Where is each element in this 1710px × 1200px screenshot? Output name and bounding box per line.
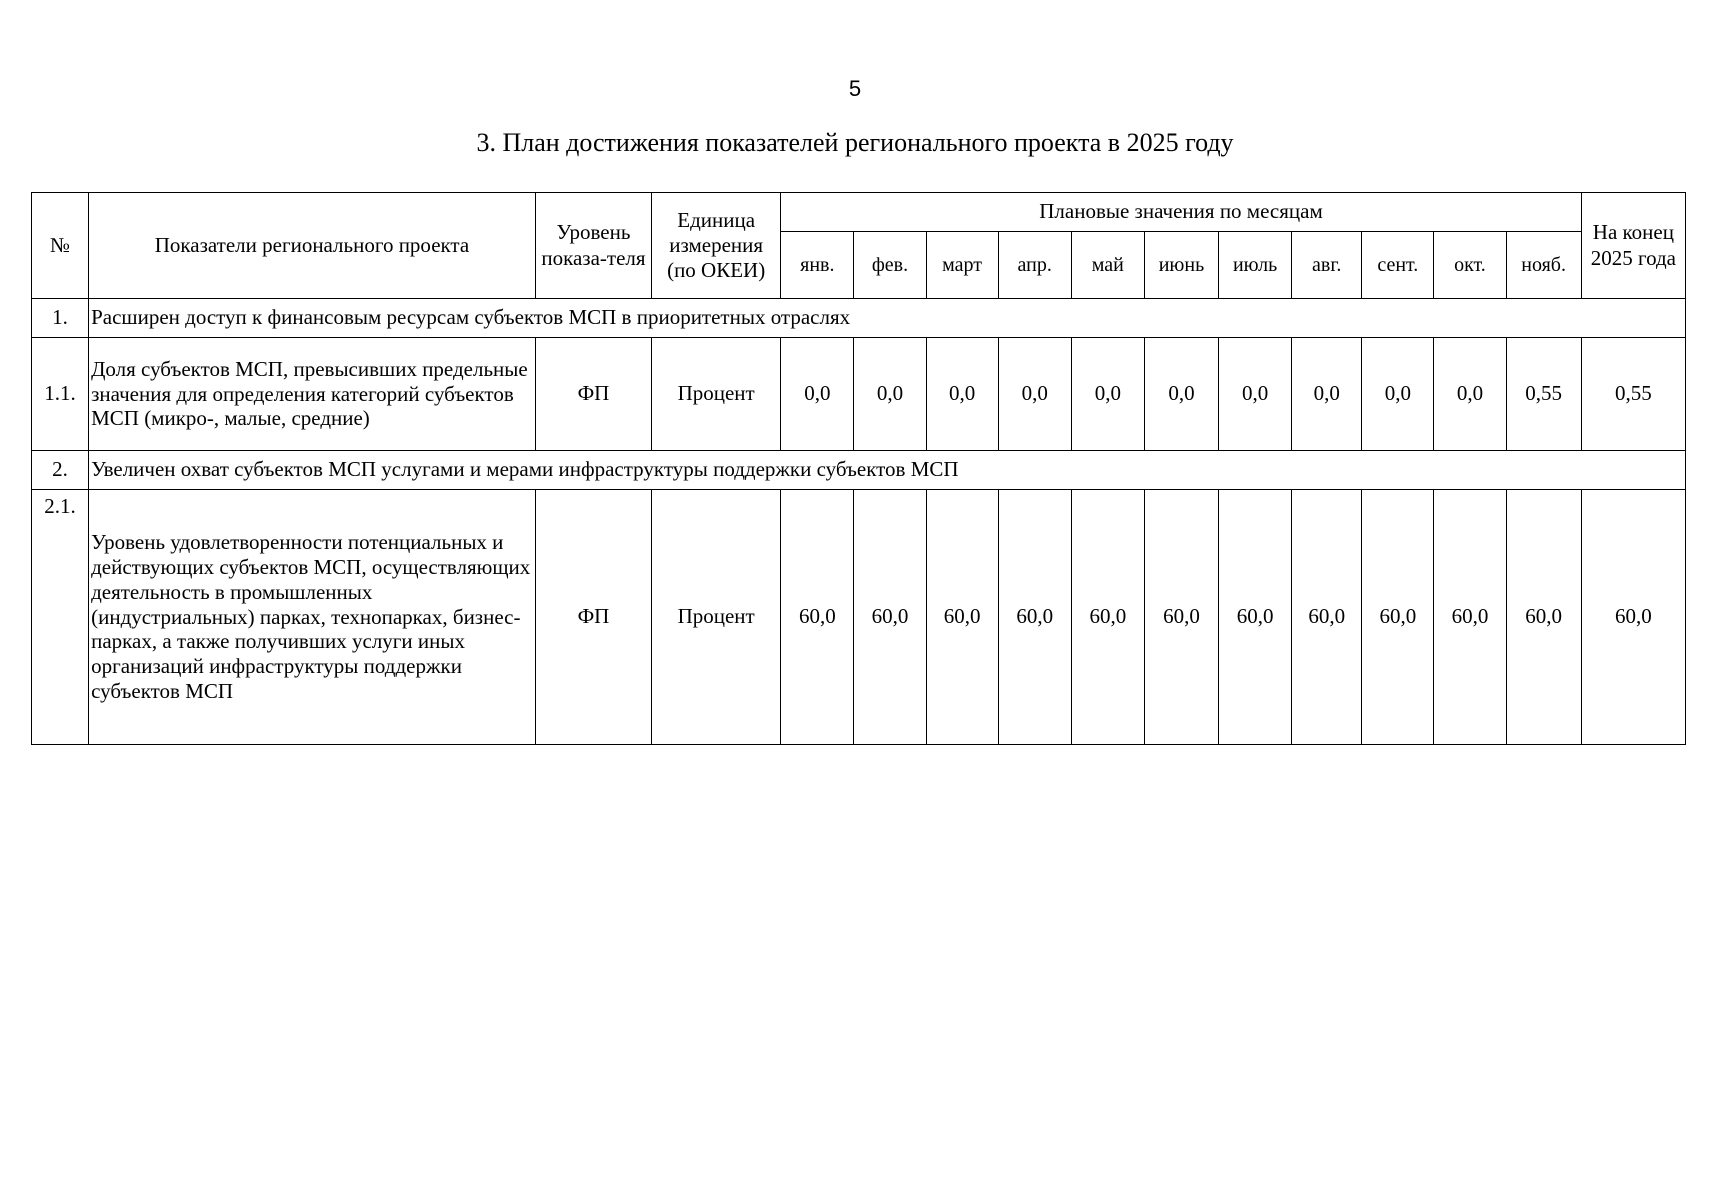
column-header-unit: Единица измерения (по ОКЕИ) xyxy=(652,193,781,299)
year-end-value: 0,55 xyxy=(1581,338,1685,451)
indicator-unit: Процент xyxy=(652,338,781,451)
indicators-plan-table xyxy=(31,192,1686,745)
monthly-value: 0,0 xyxy=(854,338,926,451)
indicator-number: 2.1. xyxy=(32,490,89,745)
monthly-value: 60,0 xyxy=(1219,490,1292,745)
monthly-value: 60,0 xyxy=(1362,490,1434,745)
month-header: сент. xyxy=(1362,232,1434,299)
column-header-level: Уровень показа-теля xyxy=(535,193,651,299)
column-header-indicator: Показатели регионального проекта xyxy=(89,193,536,299)
indicator-level: ФП xyxy=(535,490,651,745)
column-header-monthly-group: Плановые значения по месяцам xyxy=(781,193,1581,232)
month-header: июнь xyxy=(1144,232,1218,299)
section-title: Увеличен охват субъектов МСП услугами и мерами инфраструктуры поддержки субъектов МСП xyxy=(89,451,1686,490)
section-title: Расширен доступ к финансовым ресурсам субъектов МСП в приоритетных отраслях xyxy=(89,299,1686,338)
monthly-value: 0,0 xyxy=(1362,338,1434,451)
monthly-value: 0,55 xyxy=(1506,338,1581,451)
table-row xyxy=(32,490,1686,745)
page-title: 3. План достижения показателей регионального проекта в 2025 году xyxy=(476,128,1234,157)
month-header: янв. xyxy=(781,232,854,299)
month-header: апр. xyxy=(998,232,1071,299)
table-row xyxy=(32,338,1686,451)
monthly-value: 0,0 xyxy=(926,338,998,451)
month-header: окт. xyxy=(1434,232,1506,299)
month-header: нояб. xyxy=(1506,232,1581,299)
section-number: 1. xyxy=(32,299,89,338)
monthly-value: 60,0 xyxy=(854,490,926,745)
monthly-value: 60,0 xyxy=(998,490,1071,745)
monthly-value: 0,0 xyxy=(998,338,1071,451)
indicator-name: Доля субъектов МСП, превысивших предельные значения для определения категорий субъектов МСП (микро-, малые, средние) xyxy=(89,338,536,451)
month-header: июль xyxy=(1219,232,1292,299)
month-header: май xyxy=(1071,232,1144,299)
header-row xyxy=(32,193,1686,232)
monthly-value: 0,0 xyxy=(1144,338,1218,451)
indicator-level: ФП xyxy=(535,338,651,451)
monthly-value: 60,0 xyxy=(926,490,998,745)
indicator-unit: Процент xyxy=(652,490,781,745)
monthly-value: 60,0 xyxy=(1506,490,1581,745)
section-row xyxy=(32,299,1686,338)
month-header: авг. xyxy=(1292,232,1362,299)
monthly-value: 0,0 xyxy=(1071,338,1144,451)
indicator-number: 1.1. xyxy=(32,338,89,451)
month-header: фев. xyxy=(854,232,926,299)
year-end-value: 60,0 xyxy=(1581,490,1685,745)
monthly-value: 60,0 xyxy=(1144,490,1218,745)
monthly-value: 60,0 xyxy=(1071,490,1144,745)
column-header-num: № xyxy=(32,193,89,299)
month-header: март xyxy=(926,232,998,299)
indicator-name: Уровень удовлетворенности потенциальных и действующих субъектов МСП, осуществляющих деятельность в промышленных (индустриальных) парках, технопарках, бизнес-парках, а также получивших услуги иных организаций инфраструктуры поддержки субъектов МСП xyxy=(89,490,536,745)
monthly-value: 0,0 xyxy=(1434,338,1506,451)
column-header-year-end: На конец 2025 года xyxy=(1581,193,1685,299)
section-number: 2. xyxy=(32,451,89,490)
monthly-value: 0,0 xyxy=(781,338,854,451)
monthly-value: 60,0 xyxy=(1292,490,1362,745)
monthly-value: 60,0 xyxy=(1434,490,1506,745)
section-row xyxy=(32,451,1686,490)
monthly-value: 0,0 xyxy=(1219,338,1292,451)
monthly-value: 60,0 xyxy=(781,490,854,745)
monthly-value: 0,0 xyxy=(1292,338,1362,451)
page-number: 5 xyxy=(848,76,862,101)
